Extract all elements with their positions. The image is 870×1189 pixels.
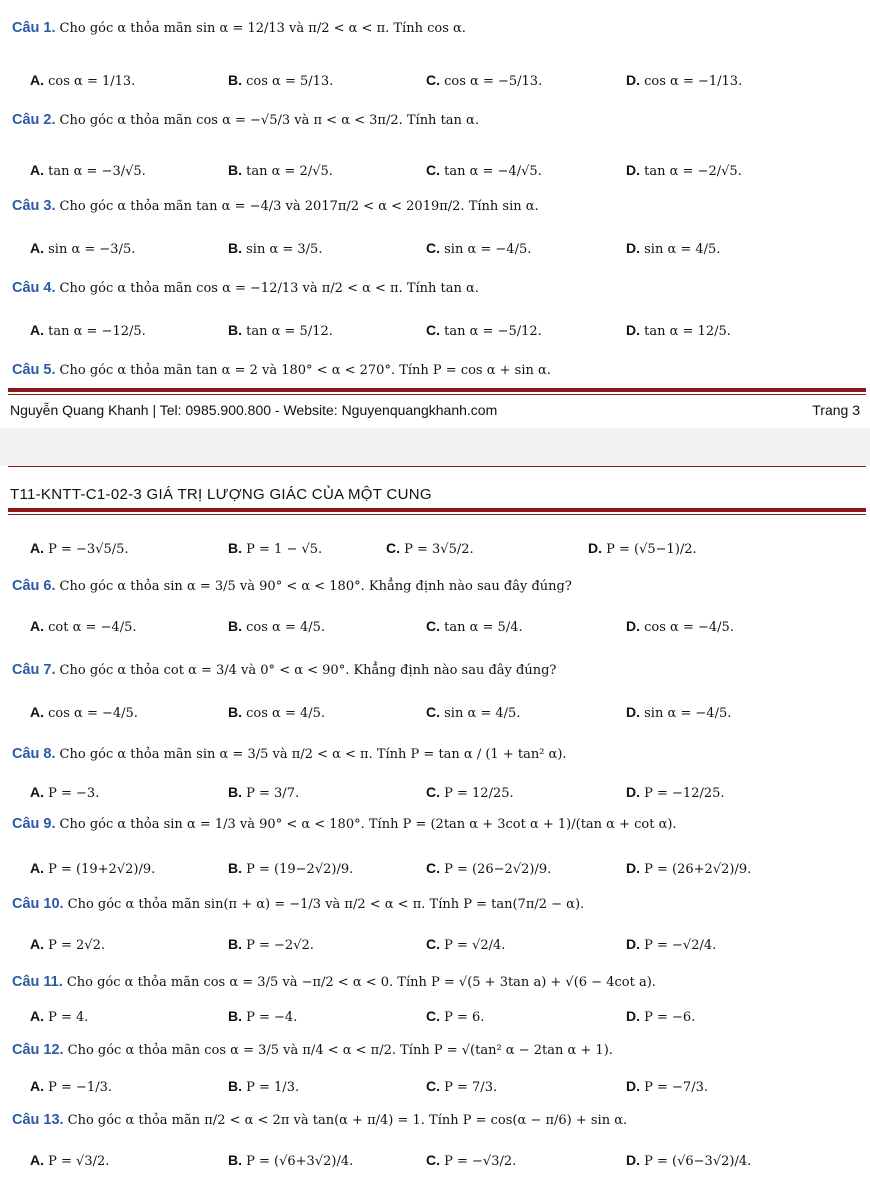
answer-d[interactable]: D. P = (√6−3√2)/4. (626, 1152, 752, 1169)
answers-10 (0, 936, 870, 958)
answer-c[interactable]: C. tan α = −5/12. (426, 322, 542, 339)
answer-a[interactable]: A. P = −1/3. (30, 1078, 112, 1095)
question-text: Cho góc α thỏa mãn cos α = 3/5 và −π/2 < α < 0. Tính P = √(5 + 3tan a) + √(6 − 4cot a). (66, 975, 656, 990)
answer-a[interactable]: A. P = 4. (30, 1008, 89, 1025)
footer-author: Nguyễn Quang Khanh | Tel: 0985.900.800 - Website: Nguyenquangkhanh.com (10, 402, 498, 418)
answer-d[interactable]: D. P = −√2/4. (626, 936, 717, 953)
question-text: Cho góc α thỏa mãn tan α = 2 và 180° < α < 270°. Tính P = cos α + sin α. (59, 363, 551, 378)
answer-d[interactable]: D. sin α = −4/5. (626, 704, 732, 721)
question-text: Cho góc α thỏa mãn cos α = −12/13 và π/2 < α < π. Tính tan α. (59, 281, 479, 296)
answers-13 (0, 1152, 870, 1174)
question-7 (12, 662, 862, 678)
question-label: Câu 3. (12, 198, 56, 214)
page-number: Trang 3 (812, 402, 860, 418)
question-label: Câu 1. (12, 20, 56, 36)
question-label: Câu 10. (12, 896, 64, 912)
answer-a[interactable]: A. P = √3/2. (30, 1152, 110, 1169)
answers-11 (0, 1008, 870, 1030)
question-10 (12, 896, 862, 912)
answer-b[interactable]: B. tan α = 2/√5. (228, 162, 333, 179)
question-text: Cho góc α thỏa mãn tan α = −4/3 và 2017π/2 < α < 2019π/2. Tính sin α. (59, 199, 539, 214)
answer-d[interactable]: D. P = −7/3. (626, 1078, 708, 1095)
answers-8 (0, 784, 870, 806)
question-11 (12, 974, 862, 990)
answer-b[interactable]: B. P = −4. (228, 1008, 298, 1025)
question-label: Câu 9. (12, 816, 56, 832)
answer-d[interactable]: D. cos α = −4/5. (626, 618, 734, 635)
answer-c[interactable]: C. P = √2/4. (426, 936, 506, 953)
answer-c[interactable]: C. P = 6. (426, 1008, 485, 1025)
answer-b[interactable]: B. P = 1 − √5. (228, 540, 323, 557)
question-9 (12, 816, 862, 832)
answer-c[interactable]: C. P = 12/25. (426, 784, 514, 801)
answer-c[interactable]: C. P = 7/3. (426, 1078, 498, 1095)
answer-b[interactable]: B. cos α = 4/5. (228, 704, 326, 721)
answer-c[interactable]: C. P = (26−2√2)/9. (426, 860, 552, 877)
question-label: Câu 8. (12, 746, 56, 762)
answer-a[interactable]: A. cot α = −4/5. (30, 618, 137, 635)
answer-b[interactable]: B. cos α = 4/5. (228, 618, 326, 635)
question-text: Cho góc α thỏa mãn sin α = 12/13 và π/2 < α < π. Tính cos α. (59, 21, 466, 36)
answer-d[interactable]: D. cos α = −1/13. (626, 72, 743, 89)
question-label: Câu 5. (12, 362, 56, 378)
answers-5 (0, 540, 870, 562)
answers-12 (0, 1078, 870, 1100)
question-label: Câu 7. (12, 662, 56, 678)
answer-c[interactable]: C. tan α = 5/4. (426, 618, 523, 635)
question-text: Cho góc α thỏa mãn sin α = 3/5 và π/2 < α < π. Tính P = tan α / (1 + tan² α). (59, 747, 567, 762)
answer-d[interactable]: D. tan α = −2/√5. (626, 162, 742, 179)
answer-d[interactable]: D. P = −6. (626, 1008, 696, 1025)
answer-a[interactable]: A. cos α = 1/13. (30, 72, 136, 89)
answer-c[interactable]: C. cos α = −5/13. (426, 72, 543, 89)
answer-d[interactable]: D. sin α = 4/5. (626, 240, 721, 257)
answer-b[interactable]: B. P = −2√2. (228, 936, 314, 953)
question-6 (12, 578, 862, 594)
answer-a[interactable]: A. sin α = −3/5. (30, 240, 136, 257)
question-label: Câu 13. (12, 1112, 64, 1128)
question-text: Cho góc α thỏa sin α = 1/3 và 90° < α < 180°. Tính P = (2tan α + 3cot α + 1)/(tan α + cot α). (59, 817, 677, 832)
question-text: Cho góc α thỏa mãn cos α = −√5/3 và π < α < 3π/2. Tính tan α. (59, 113, 479, 128)
answer-d[interactable]: D. P = (√5−1)/2. (588, 540, 697, 557)
answer-c[interactable]: C. P = −√3/2. (426, 1152, 517, 1169)
answers-7 (0, 704, 870, 726)
page-header: T11-KNTT-C1-02-3 GIÁ TRỊ LƯỢNG GIÁC CỦA MỘT CUNG (10, 486, 432, 503)
question-8 (12, 746, 862, 762)
answer-b[interactable]: B. cos α = 5/13. (228, 72, 334, 89)
answer-b[interactable]: B. P = 3/7. (228, 784, 300, 801)
answers-6 (0, 618, 870, 640)
question-label: Câu 2. (12, 112, 56, 128)
question-12 (12, 1042, 862, 1058)
question-text: Cho góc α thỏa cot α = 3/4 và 0° < α < 90°. Khẳng định nào sau đây đúng? (59, 663, 557, 678)
question-label: Câu 11. (12, 974, 63, 990)
answer-c[interactable]: C. tan α = −4/√5. (426, 162, 542, 179)
question-text: Cho góc α thỏa mãn cos α = 3/5 và π/4 < α < π/2. Tính P = √(tan² α − 2tan α + 1). (67, 1043, 613, 1058)
question-label: Câu 6. (12, 578, 56, 594)
answer-b[interactable]: B. P = 1/3. (228, 1078, 300, 1095)
answer-a[interactable]: A. P = −3. (30, 784, 100, 801)
answer-a[interactable]: A. P = 2√2. (30, 936, 105, 953)
answers-9 (0, 860, 870, 882)
question-label: Câu 12. (12, 1042, 64, 1058)
answer-c[interactable]: C. sin α = 4/5. (426, 704, 521, 721)
answer-c[interactable]: C. P = 3√5/2. (386, 540, 474, 557)
answer-a[interactable]: A. tan α = −3/√5. (30, 162, 146, 179)
question-label: Câu 4. (12, 280, 56, 296)
question-text: Cho góc α thỏa sin α = 3/5 và 90° < α < 180°. Khẳng định nào sau đây đúng? (59, 579, 572, 594)
answer-a[interactable]: A. cos α = −4/5. (30, 704, 138, 721)
answer-a[interactable]: A. P = −3√5/5. (30, 540, 129, 557)
answer-b[interactable]: B. tan α = 5/12. (228, 322, 333, 339)
question-text: Cho góc α thỏa mãn sin(π + α) = −1/3 và π/2 < α < π. Tính P = tan(7π/2 − α). (67, 897, 585, 912)
answer-a[interactable]: A. tan α = −12/5. (30, 322, 146, 339)
answer-b[interactable]: B. P = (√6+3√2)/4. (228, 1152, 354, 1169)
answer-d[interactable]: D. P = −12/25. (626, 784, 725, 801)
answer-c[interactable]: C. sin α = −4/5. (426, 240, 532, 257)
question-text: Cho góc α thỏa mãn π/2 < α < 2π và tan(α + π/4) = 1. Tính P = cos(α − π/6) + sin α. (67, 1113, 628, 1128)
answer-b[interactable]: B. sin α = 3/5. (228, 240, 323, 257)
question-13 (12, 1112, 862, 1128)
answer-d[interactable]: D. P = (26+2√2)/9. (626, 860, 752, 877)
answer-b[interactable]: B. P = (19−2√2)/9. (228, 860, 354, 877)
answer-a[interactable]: A. P = (19+2√2)/9. (30, 860, 156, 877)
answer-d[interactable]: D. tan α = 12/5. (626, 322, 731, 339)
